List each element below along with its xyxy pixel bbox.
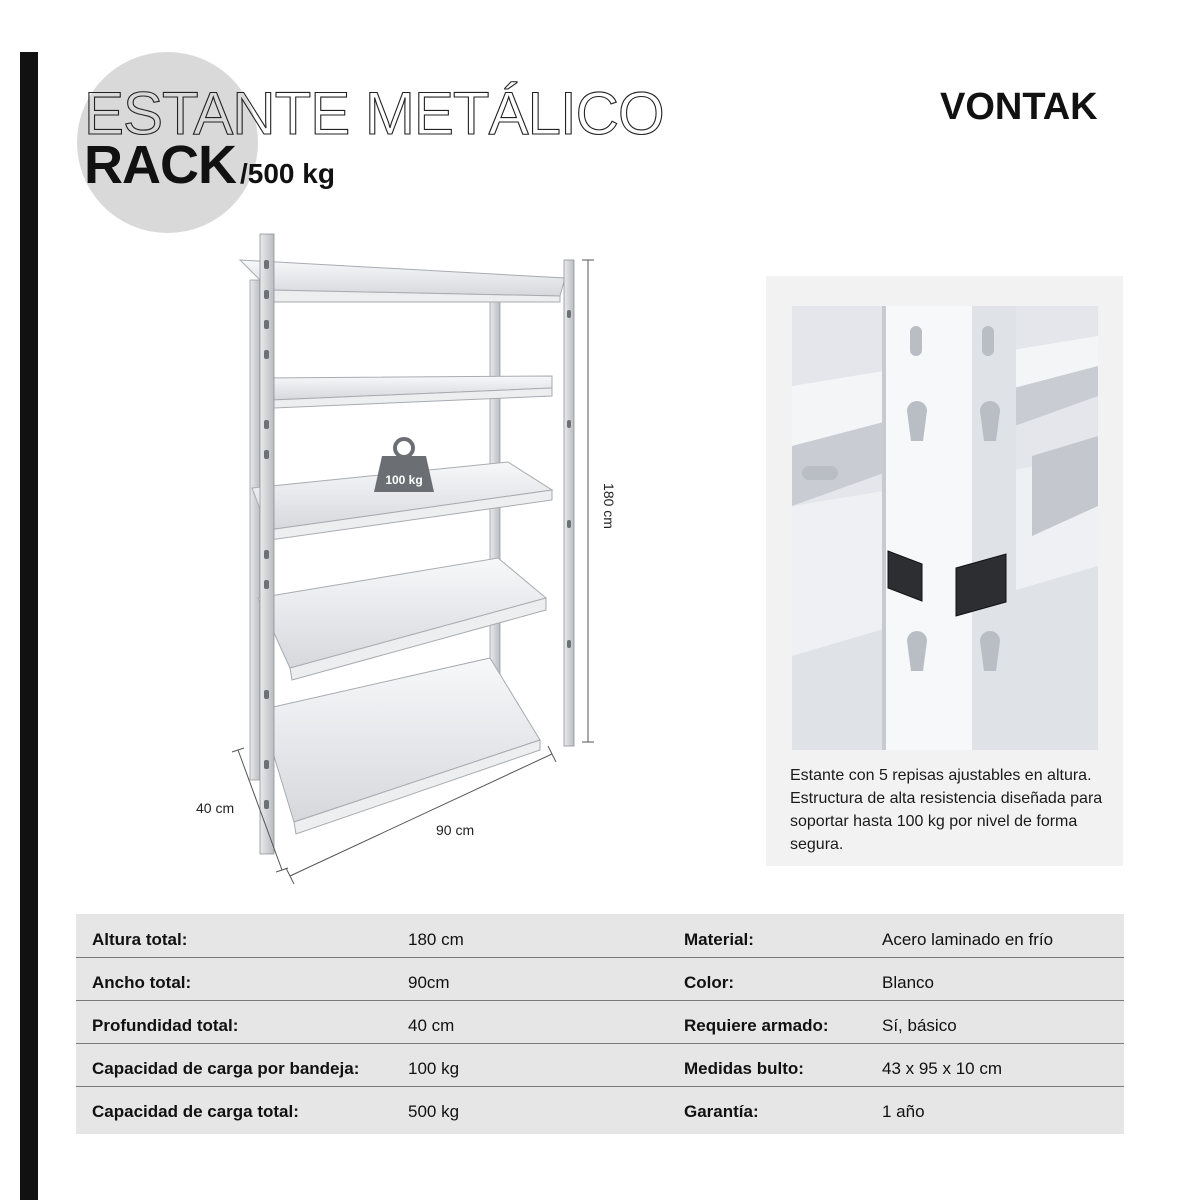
width-dimension-label: 90 cm <box>436 822 475 838</box>
spec-value: Sí, básico <box>882 1016 957 1035</box>
spec-label: Garantía: <box>684 1102 759 1121</box>
title-estante-metalico: ESTANTE METÁLICO <box>84 80 664 147</box>
spec-value: 500 kg <box>408 1102 460 1121</box>
weight-badge-label: 100 kg <box>385 473 423 487</box>
spec-value: 43 x 95 x 10 cm <box>882 1059 1003 1078</box>
title-rack-line <box>84 135 335 195</box>
spec-label: Requiere armado: <box>684 1016 829 1035</box>
table-row <box>76 957 1124 1001</box>
spec-value: 40 cm <box>408 1016 455 1035</box>
table-row <box>76 1086 1124 1129</box>
table-row <box>76 1043 1124 1087</box>
spec-label: Medidas bulto: <box>684 1059 804 1078</box>
detail-description: Estante con 5 repisas ajustables en altura. Estructura de alta resistencia diseñada para soportar hasta 100 kg por nivel de forma segura. <box>790 767 1103 853</box>
title-capacity: /500 kg <box>240 158 335 189</box>
spec-label: Material: <box>684 930 754 949</box>
spec-value: 90cm <box>408 973 450 992</box>
specs-table <box>76 914 1124 1134</box>
rack-product-image <box>180 220 640 900</box>
height-dimension-label: 180 cm <box>600 483 617 529</box>
table-row <box>76 914 1124 958</box>
spec-value: Blanco <box>882 973 934 992</box>
spec-label: Altura total: <box>92 930 188 949</box>
spec-label: Capacidad de carga total: <box>92 1102 299 1121</box>
spec-label: Color: <box>684 973 735 992</box>
spec-value: 100 kg <box>408 1059 460 1078</box>
brand-logo: VONTAK <box>940 86 1098 128</box>
table-row <box>76 1000 1124 1044</box>
spec-label: Ancho total: <box>92 973 192 992</box>
detail-closeup-image <box>792 306 1098 750</box>
spec-value: 1 año <box>882 1102 925 1121</box>
spec-value: 180 cm <box>408 930 464 949</box>
spec-label: Capacidad de carga por bandeja: <box>92 1059 360 1078</box>
spec-label: Profundidad total: <box>92 1016 239 1035</box>
depth-dimension-label: 40 cm <box>196 800 235 816</box>
left-accent-bar <box>20 52 38 1200</box>
spec-value: Acero laminado en frío <box>882 930 1054 949</box>
title-rack: RACK <box>84 135 236 195</box>
